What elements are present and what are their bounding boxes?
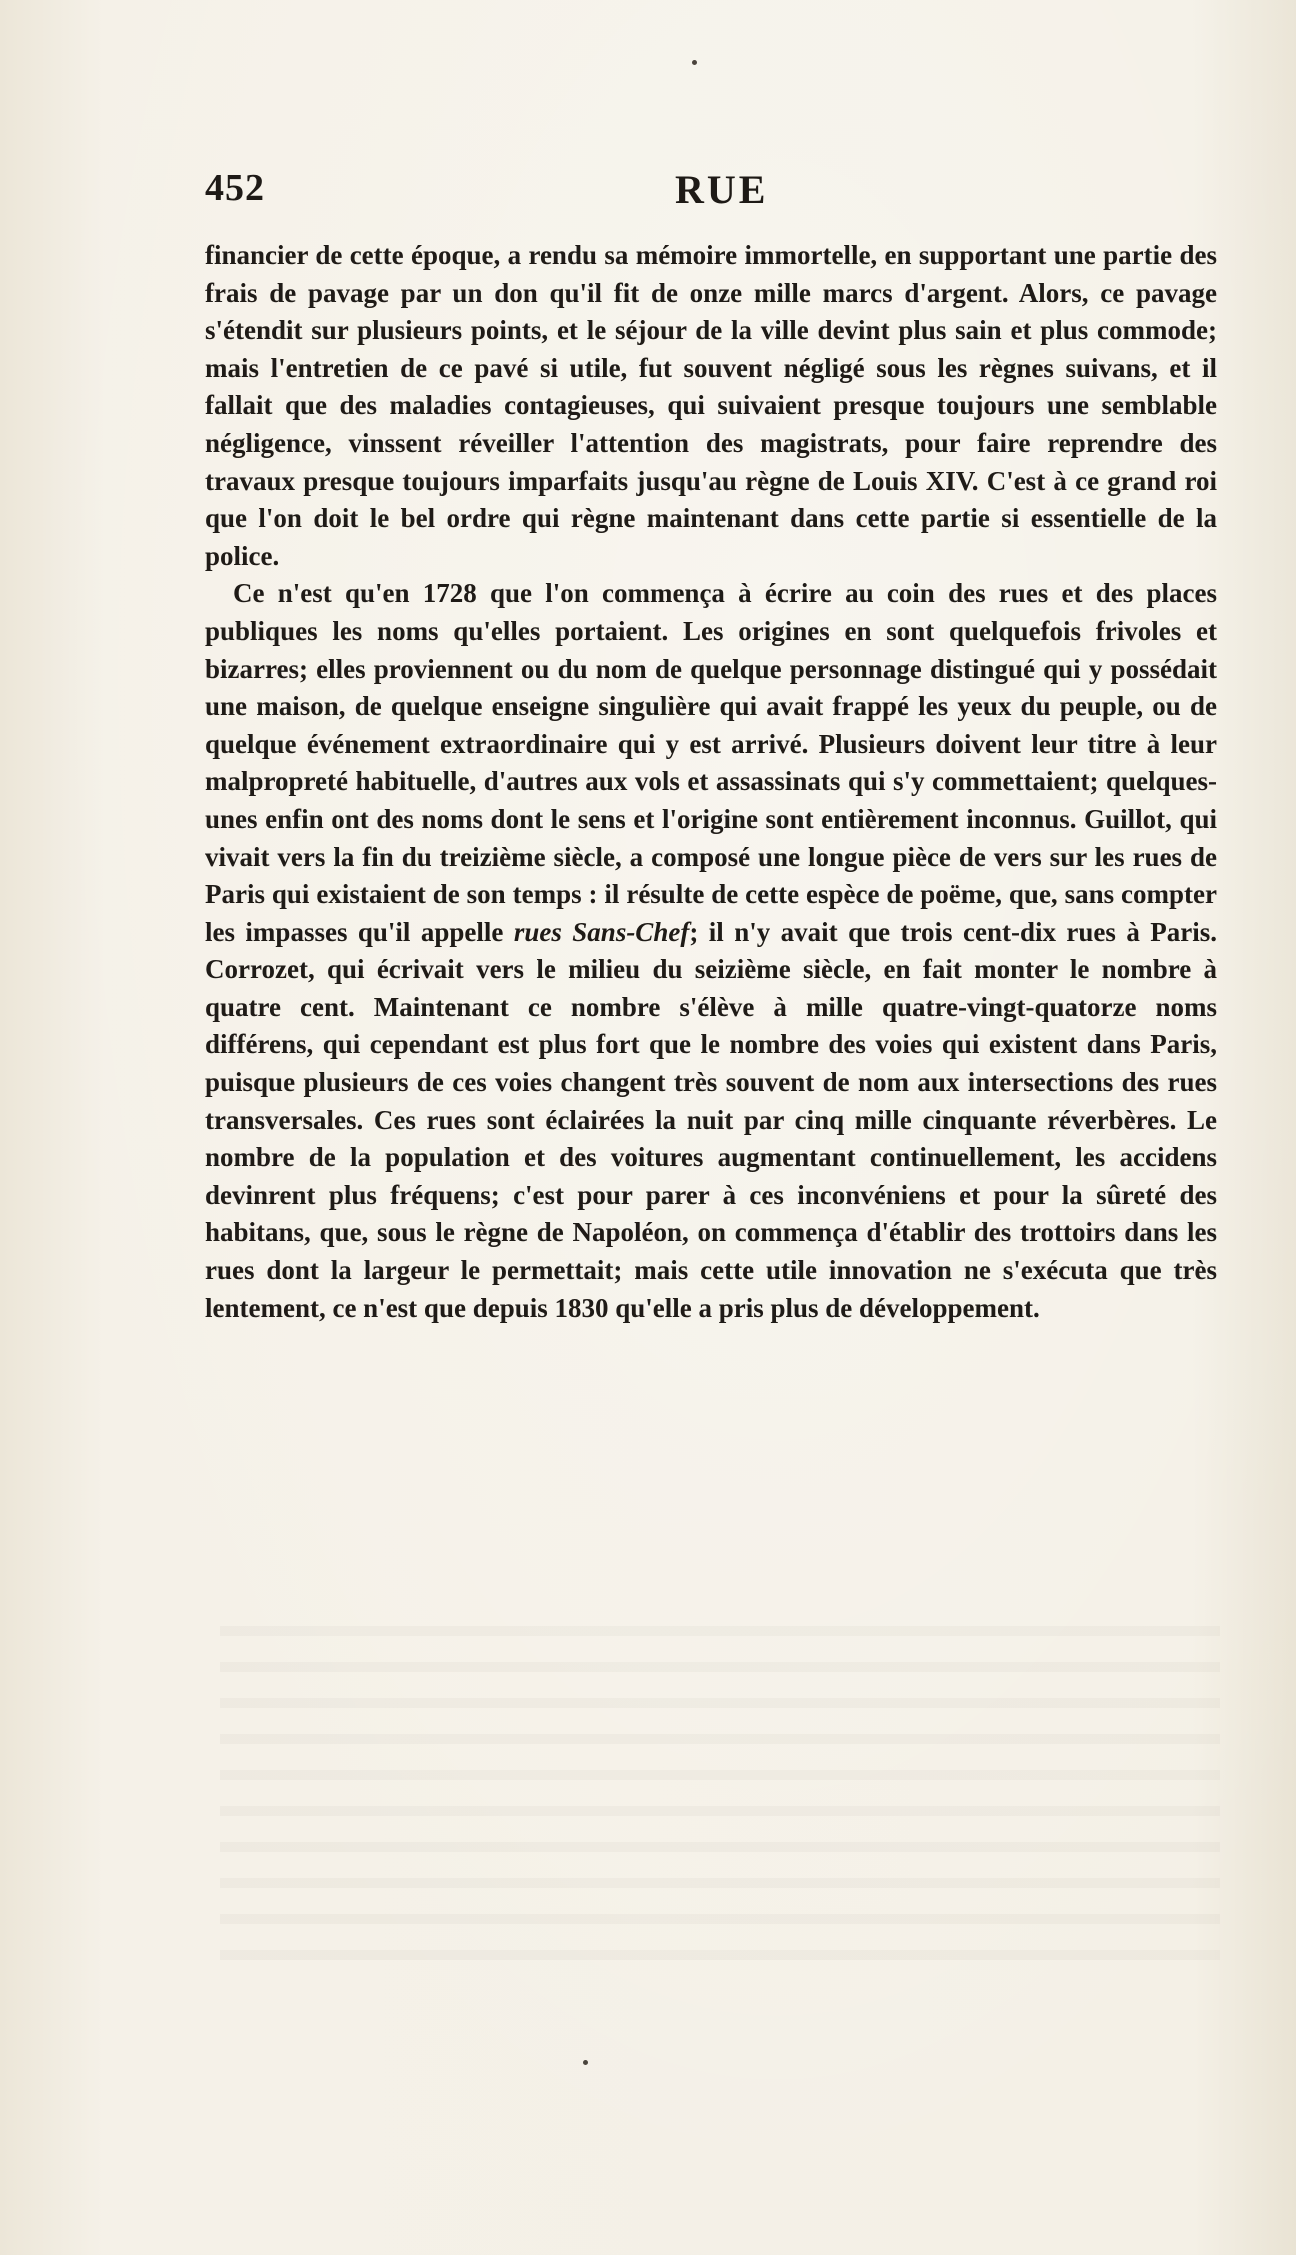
italic-term-rues: rues (513, 916, 562, 947)
paragraph-2-text: Ce n'est qu'en 1728 que l'on commença à écrire au coin des rues et des places publiques les noms qu'elles portaient. Les origines en sont quelquefois frivoles et bizarres; elles proviennent ou du nom de quelque personnage distingué qui y possédait une maison, de quelque enseigne singulière qui avait frappé les yeux du peuple, ou de quelque événement extraordinaire qui y est arrivé. Plusieurs doivent leur titre à leur malpropreté habituelle, d'autres aux vols et assassinats qui s'y commettaient; quelques-unes enfin ont des noms dont le sens et l'origine sont entièrement inconnus. Guillot, qui vivait vers la fin du treizième siècle, a composé une longue pièce de vers sur les rues de Paris qui existaient de son temps : il résulte de cette espèce de poëme, que, sans compter les impasses qu'il appelle (205, 578, 1217, 947)
page-header (205, 166, 1215, 226)
reverse-side-bleed-through (220, 1600, 1220, 1960)
body-text (205, 237, 1217, 1327)
paragraph-2 (205, 575, 1217, 1327)
paragraph-1: financier de cette époque, a rendu sa mémoire immortelle, en supportant une partie des frais de pavage par un don qu'il fit de onze mille marcs d'argent. Alors, ce pavage s'étendit sur plusieurs points, et le séjour de la ville devint plus sain et plus commode; mais l'entretien de ce pavé si utile, fut souvent négligé sous les règnes suivans, et il fallait que des maladies contagieuses, qui suivaient presque toujours une semblable négligence, vinssent réveiller l'attention des magistrats, pour faire reprendre des travaux presque toujours imparfaits jusqu'au règne de Louis XIV. C'est à ce grand roi que l'on doit le bel ordre qui règne maintenant dans cette partie si essentielle de la police. (205, 240, 1217, 571)
running-head: RUE (675, 167, 769, 212)
paper-speck (692, 60, 697, 65)
page-number: 452 (205, 167, 265, 209)
italic-term-sans-chef: Sans-Chef (572, 916, 690, 947)
paragraph-2-continued: ; il n'y avait que trois cent-dix rues à Paris. Corrozet, qui écrivait vers le milieu du seizième siècle, en fait monter le nombre à quatre cent. Maintenant ce nombre s'élève à mille quatre-vingt-quatorze noms différens, qui cependant est plus fort que le nombre des voies qui existent dans Paris, puisque plusieurs de ces voies changent très souvent de nom aux intersections des rues transversales. Ces rues sont éclairées la nuit par cinq mille cinquante réverbères. Le nombre de la population et des voitures augmentant continuellement, les accidens devinrent plus fréquens; c'est pour parer à ces inconvéniens et pour la sûreté des habitans, que, sous le règne de Napoléon, on commença d'établir des trottoirs dans les rues dont la largeur le permettait; mais cette utile innovation ne s'exécuta que très lentement, ce n'est que depuis 1830 qu'elle a pris plus de développement. (205, 916, 1218, 1323)
paper-speck (583, 2060, 588, 2065)
